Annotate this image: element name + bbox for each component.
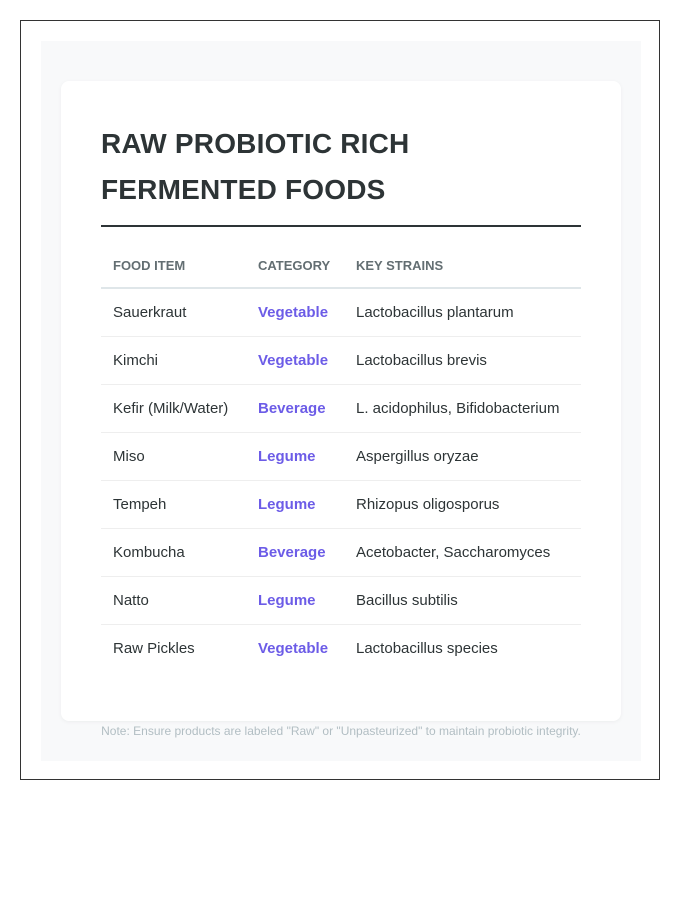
- key-strains-cell: L. acidophilus, Bifidobacterium: [344, 385, 581, 433]
- category-cell: Beverage: [246, 529, 344, 577]
- table-row: [101, 385, 581, 433]
- table-header: [101, 255, 581, 288]
- foods-table: [101, 255, 581, 672]
- food-item-cell: Kefir (Milk/Water): [101, 385, 246, 433]
- food-item-cell: Raw Pickles: [113, 640, 195, 657]
- column-header-category: CATEGORY: [246, 255, 344, 288]
- column-header-key-strains: KEY STRAINS: [344, 255, 581, 288]
- category-cell: Vegetable: [246, 288, 344, 337]
- table-row: [101, 481, 581, 529]
- table-row: [101, 577, 581, 625]
- category-cell: Legume: [246, 433, 344, 481]
- key-strains-cell: Lactobacillus brevis: [344, 337, 581, 385]
- key-strains-cell: Rhizopus oligosporus: [344, 481, 581, 529]
- category-cell: Vegetable: [246, 337, 344, 385]
- table-row: [101, 625, 581, 673]
- food-item-cell: Kimchi: [101, 337, 246, 385]
- page-background: [41, 41, 641, 761]
- key-strains-cell: Aspergillus oryzae: [344, 433, 581, 481]
- table-row: [101, 529, 581, 577]
- table-row: [101, 288, 581, 337]
- category-cell: Vegetable: [258, 640, 329, 657]
- header-row: [101, 255, 581, 288]
- content-card: [61, 81, 621, 721]
- table-body: [101, 288, 581, 672]
- key-strains-cell: Bacillus subtilis: [344, 577, 581, 625]
- key-strains-cell: Acetobacter, Saccharomyces: [344, 529, 581, 577]
- column-header-food-item: FOOD ITEM: [101, 255, 246, 288]
- food-item-cell: Miso: [101, 433, 246, 481]
- page-frame: [20, 20, 660, 780]
- category-cell: Legume: [246, 577, 344, 625]
- key-strains-cell: Lactobacillus species: [356, 640, 498, 657]
- category-cell: Legume: [246, 481, 344, 529]
- food-item-cell: Natto: [101, 577, 246, 625]
- table-row: [101, 337, 581, 385]
- food-item-cell: Kombucha: [101, 529, 246, 577]
- table-row: [101, 433, 581, 481]
- food-item-cell: Tempeh: [101, 481, 246, 529]
- page-title: RAW PROBIOTIC RICH FERMENTED FOODS: [101, 128, 410, 205]
- footer-note: Note: Ensure products are labeled "Raw" or "Unpasteurized" to maintain probiotic integrity.: [101, 724, 581, 738]
- category-cell: Beverage: [246, 385, 344, 433]
- key-strains-cell: Lactobacillus plantarum: [344, 288, 581, 337]
- food-item-cell: Sauerkraut: [101, 288, 246, 337]
- title-divider: [101, 225, 581, 227]
